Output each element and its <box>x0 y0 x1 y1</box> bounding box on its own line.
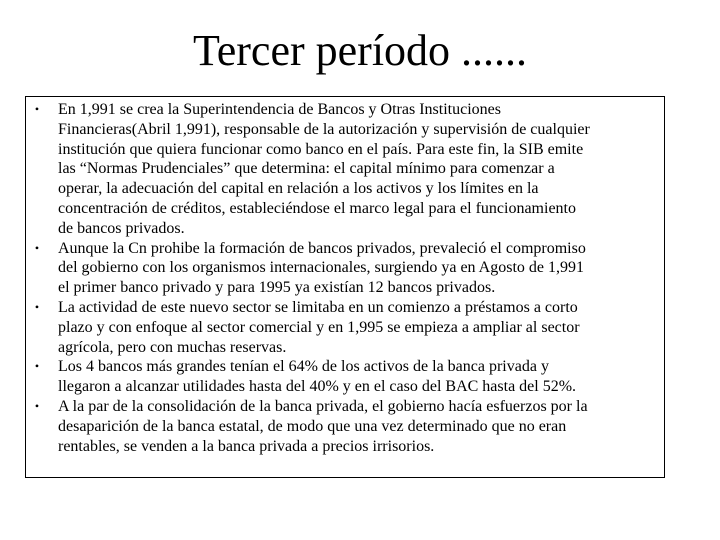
bullet-icon: • <box>34 299 40 314</box>
bullet-list <box>26 100 656 456</box>
content-box <box>25 96 665 478</box>
text-line: plazo y con enfoque al sector comercial y en 1,995 se empieza a ampliar al sector <box>58 318 580 336</box>
text-line: rentables, se venden a la banca privada a precios irrisorios. <box>58 437 435 455</box>
text-line: desaparición de la banca estatal, de modo que una vez determinado que no eran <box>58 417 567 435</box>
text-line: En 1,991 se crea la Superintendencia de Bancos y Otras Instituciones <box>58 101 501 118</box>
bullet-icon: • <box>34 240 40 255</box>
text-line: La actividad de este nuevo sector se limitaba en un comienzo a préstamos a corto <box>58 298 578 316</box>
bullet-item-4 <box>26 357 656 397</box>
text-line: las “Normas Prudenciales” que determina: el capital mínimo para comenzar a <box>58 160 555 178</box>
bullet-icon: • <box>34 102 40 116</box>
bullet-icon: • <box>34 359 40 374</box>
text-line: Aunque la Cn prohibe la formación de bancos privados, prevaleció el compromiso <box>58 239 586 257</box>
bullet-item-5 <box>26 397 656 456</box>
bullet-item-3 <box>26 298 656 357</box>
text-line: el primer banco privado y para 1995 ya existían 12 bancos privados. <box>58 279 496 297</box>
text-line: del gobierno con los organismos internacionales, surgiendo ya en Agosto de 1,991 <box>58 259 584 277</box>
bullet-item-1 <box>26 100 656 239</box>
text-line: de bancos privados. <box>58 219 185 237</box>
bullet-item-2 <box>26 239 656 298</box>
text-line: agrícola, pero con muchas reservas. <box>58 338 287 356</box>
text-line: Financieras(Abril 1,991), responsable de la autorización y supervisión de cualquier <box>58 120 590 138</box>
text-line: llegaron a alcanzar utilidades hasta del 40% y en el caso del BAC hasta del 52%. <box>58 378 577 396</box>
text-line: operar, la adecuación del capital en relación a los activos y los límites en la <box>58 180 539 198</box>
text-line: institución que quiera funcionar como banco en el país. Para este fin, la SIB emite <box>58 140 584 158</box>
text-line: Los 4 bancos más grandes tenían el 64% de los activos de la banca privada y <box>58 358 549 376</box>
text-line: concentración de créditos, estableciéndose el marco legal para el funcionamiento <box>58 199 576 217</box>
slide-title: Tercer período ...... <box>192 26 528 75</box>
text-line: A la par de la consolidación de la banca privada, el gobierno hacía esfuerzos por la <box>58 397 588 415</box>
bullet-icon: • <box>34 398 40 413</box>
